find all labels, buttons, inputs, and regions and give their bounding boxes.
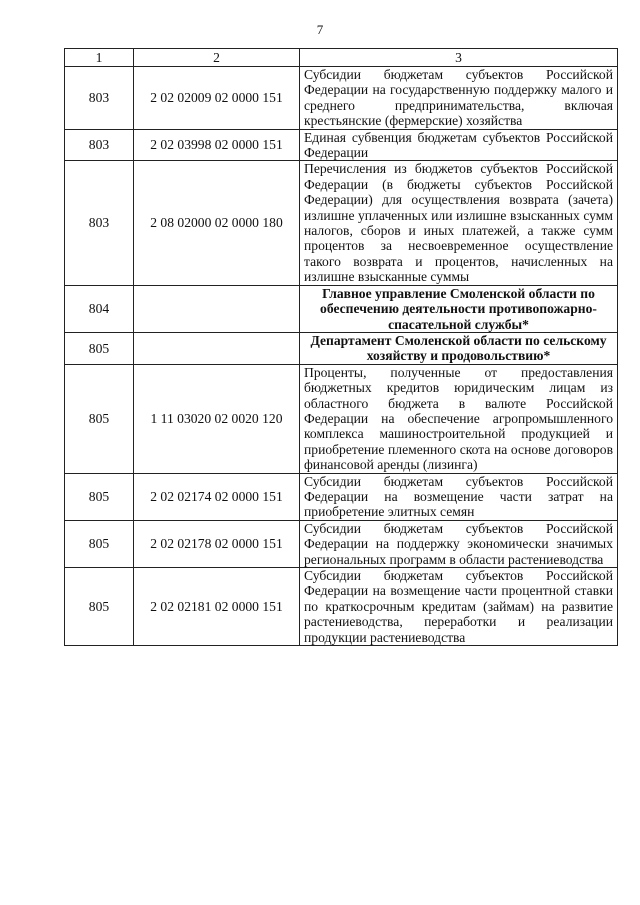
description-cell: Субсидии бюджетам субъектов Российской Федерации на возмещение части процентной ставки по краткосрочным кредитам (займам) на развитие растениеводства, переработки и реализации продукции растениеводства <box>300 568 618 646</box>
table-row <box>65 129 618 161</box>
admin-code-cell: 805 <box>65 568 134 646</box>
table-row <box>65 568 618 646</box>
table-row <box>65 520 618 567</box>
table-row <box>65 364 618 473</box>
admin-code-cell: 805 <box>65 473 134 520</box>
table-row <box>65 67 618 130</box>
admin-code-cell: 804 <box>65 285 134 332</box>
column-header-code: 2 <box>134 49 300 67</box>
administrator-name-cell: Департамент Смоленской области по сельскому хозяйству и продовольствию* <box>300 332 618 364</box>
description-cell: Перечисления из бюджетов субъектов Российской Федерации (в бюджеты субъектов Российской Федерации) для осуществления возврата (зачета) излишне уплаченных или излишне взысканных сумм налогов, сборов и иных платежей, а также сумм процентов за несвоевременное осуществление такого возврата и процентов, начисленных на излишне взысканные суммы <box>300 161 618 285</box>
description-cell: Субсидии бюджетам субъектов Российской Федерации на возмещение части затрат на приобретение элитных семян <box>300 473 618 520</box>
column-header-admin: 1 <box>65 49 134 67</box>
budget-revenue-table <box>64 48 618 646</box>
revenue-code-cell: 2 02 02178 02 0000 151 <box>134 520 300 567</box>
administrator-name-cell: Главное управление Смоленской области по обеспечению деятельности противопожарно-спасательной службы* <box>300 285 618 332</box>
column-header-description: 3 <box>300 49 618 67</box>
table-row <box>65 161 618 285</box>
description-cell: Проценты, полученные от предоставления бюджетных кредитов юридическим лицам из областного бюджета в валюте Российской Федерации на обеспечение агропромышленного комплекса машиностроительной продукцией и приобретение племенного скота на основе договоров финансовой аренды (лизинга) <box>300 364 618 473</box>
page-number: 7 <box>316 22 324 37</box>
header-row <box>65 49 618 67</box>
revenue-code-cell: 1 11 03020 02 0020 120 <box>134 364 300 473</box>
admin-code-cell: 803 <box>65 161 134 285</box>
description-cell: Единая субвенция бюджетам субъектов Российской Федерации <box>300 129 618 161</box>
revenue-code-cell <box>134 285 300 332</box>
description-cell: Субсидии бюджетам субъектов Российской Федерации на государственную поддержку малого и среднего предпринимательства, включая крестьянские (фермерские) хозяйства <box>300 67 618 130</box>
revenue-code-cell: 2 02 02174 02 0000 151 <box>134 473 300 520</box>
table-row-section-heading <box>65 332 618 364</box>
revenue-code-cell: 2 02 02181 02 0000 151 <box>134 568 300 646</box>
revenue-code-cell <box>134 332 300 364</box>
revenue-code-cell: 2 02 03998 02 0000 151 <box>134 129 300 161</box>
admin-code-cell: 805 <box>65 364 134 473</box>
table-row-section-heading <box>65 285 618 332</box>
table-row <box>65 473 618 520</box>
revenue-code-cell: 2 08 02000 02 0000 180 <box>134 161 300 285</box>
admin-code-cell: 803 <box>65 129 134 161</box>
admin-code-cell: 803 <box>65 67 134 130</box>
admin-code-cell: 805 <box>65 332 134 364</box>
admin-code-cell: 805 <box>65 520 134 567</box>
revenue-code-cell: 2 02 02009 02 0000 151 <box>134 67 300 130</box>
description-cell: Субсидии бюджетам субъектов Российской Федерации на поддержку экономически значимых региональных программ в области растениеводства <box>300 520 618 567</box>
